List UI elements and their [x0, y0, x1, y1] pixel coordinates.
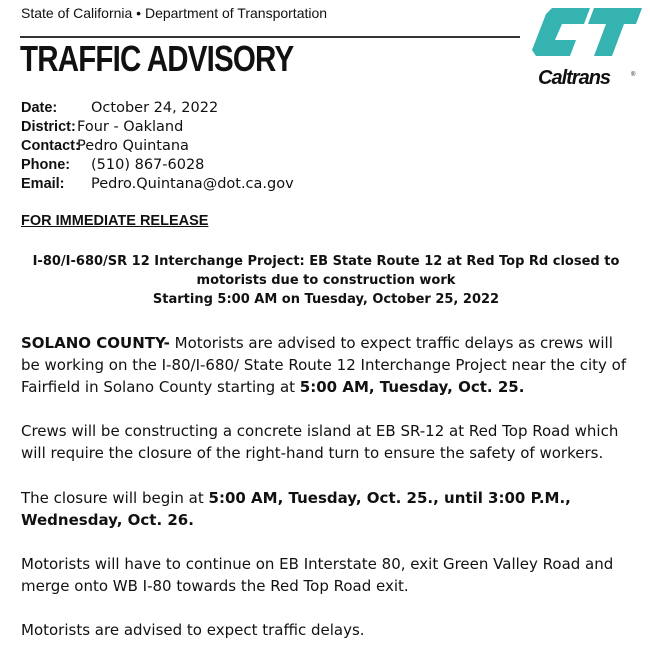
svg-text:®: ® — [631, 72, 636, 78]
headline-line-3: Starting 5:00 AM on Tuesday, October 25, 2022 — [152, 292, 500, 307]
paragraph-2: Crews will be constructing a concrete island at EB SR-12 at Red Top Road which will require the closure of the right-hand turn to ensure the safety of workers. — [21, 422, 619, 462]
date-value: October 24, 2022 — [91, 100, 219, 116]
ct-mark-icon — [532, 8, 642, 56]
district-row — [21, 118, 294, 137]
contact-value: Pedro Quintana — [77, 138, 189, 154]
district-value: Four - Oakland — [77, 119, 184, 135]
page-title: TRAFFIC ADVISORY — [20, 38, 294, 79]
contact-info — [21, 99, 294, 194]
headline-line-1: I-80/I-680/SR 12 Interchange Project: EB State Route 12 at Red Top Rd closed to — [32, 254, 620, 269]
svg-text:Caltrans: Caltrans — [538, 67, 611, 89]
email-label: Email: — [21, 176, 65, 192]
headline-line-2: motorists due to construction work — [196, 273, 456, 288]
release-label: FOR IMMEDIATE RELEASE — [21, 213, 209, 229]
headline — [20, 252, 632, 309]
paragraph-1 — [21, 332, 631, 398]
caltrans-logo — [524, 4, 644, 94]
paragraph-3 — [21, 487, 631, 531]
district-label: District: — [21, 119, 76, 135]
paragraph-4: Motorists will have to continue on EB Interstate 80, exit Green Valley Road and merge onto WB I-80 towards the Red Top Road exit. — [21, 555, 614, 595]
paragraph-3-text: The closure will begin at — [21, 489, 209, 507]
phone-row — [21, 156, 294, 175]
date-label: Date: — [21, 100, 58, 116]
phone-value: (510) 867-6028 — [91, 157, 205, 173]
paragraph-3-bold: 5:00 AM, Tuesday, Oct. 25., until 3:00 P.M., Wednesday, Oct. 26. — [21, 489, 571, 529]
date-row — [21, 99, 294, 118]
phone-label: Phone: — [21, 157, 71, 173]
paragraph-1-bold: 5:00 AM, Tuesday, Oct. 25. — [299, 378, 525, 396]
contact-row — [21, 137, 294, 156]
agency-name: State of California • Department of Transportation — [21, 5, 328, 21]
contact-label: Contact: — [21, 138, 80, 154]
email-link[interactable]: Pedro.Quintana@dot.ca.gov — [91, 176, 294, 192]
email-row — [21, 175, 294, 194]
dateline: SOLANO COUNTY- — [21, 334, 170, 352]
paragraph-5: Motorists are advised to expect traffic delays. — [21, 621, 365, 639]
paragraph-1-text: Motorists are advised to expect traffic delays as crews will be working on the I-80/I-680/ State Route 12 Interchange Project near the city of Fairfield in Solano County starting at — [21, 334, 627, 396]
